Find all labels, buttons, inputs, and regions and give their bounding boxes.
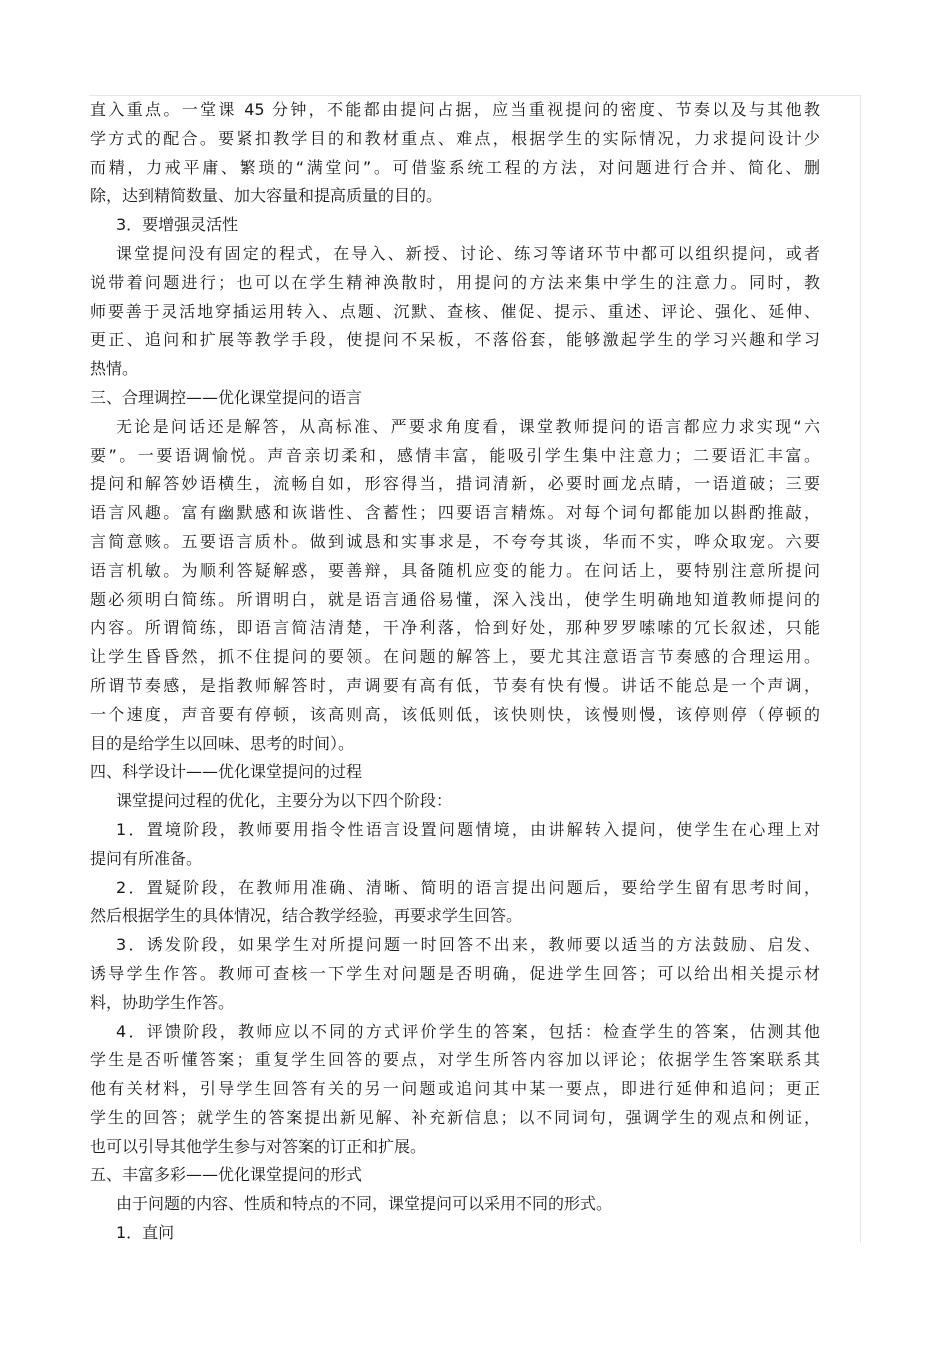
text-line: 师要善于灵活地穿插运用转入、点题、沉默、查核、催促、提示、重述、评论、强化、延伸、 [90, 301, 820, 321]
text-line: 3．要增强灵活性 [116, 215, 239, 235]
text-line: 热情。 [90, 359, 139, 379]
text-line: 说带着问题进行；也可以在学生精神涣散时，用提问的方法来集中学生的注意力。同时，教 [90, 272, 820, 292]
text-line: 学方式的配合。要紧扣教学目的和教材重点、难点，根据学生的实际情况，力求提问设计少 [90, 128, 820, 148]
text-line: 语言风趣。富有幽默感和诙谐性、含蓄性；四要语言精炼。对每个词句都能加以斟酌推敲， [90, 503, 820, 523]
text-line: 1．置境阶段，教师要用指令性语言设置问题情境，由讲解转入提问，使学生在心理上对 [116, 819, 820, 839]
text-line: 五、丰富多彩——优化课堂提问的形式 [90, 1165, 363, 1185]
text-line: 目的是给学生以回味、思考的时间）。 [90, 733, 355, 753]
text-line: 而精，力戒平庸、繁琐的“满堂问”。可借鉴系统工程的方法，对问题进行合并、简化、删 [90, 157, 820, 177]
text-line: 除，达到精简数量、加大容量和提高质量的目的。 [90, 186, 443, 206]
text-line: 提问和解答妙语横生，流畅自如，形容得当，措词清新，必要时画龙点睛，一语道破；三要 [90, 474, 820, 494]
text-line: 三、合理调控——优化课堂提问的语言 [90, 387, 363, 407]
text-line: 课堂提问没有固定的程式，在导入、新授、讨论、练习等诸环节中都可以组织提问，或者 [116, 243, 820, 263]
text-line: 让学生昏昏然，抓不住提问的要领。在问题的解答上，要尤其注意语言节奏感的合理运用。 [90, 647, 820, 667]
text-line: 学生是否听懂答案；重复学生回答的要点，对学生所答内容加以评论；依据学生答案联系其 [90, 1050, 820, 1070]
text-line: 题必须明白简练。所谓明白，就是语言通俗易懂，深入浅出，使学生明确地知道教师提问的 [90, 589, 820, 609]
text-line: 诱导学生作答。教师可查核一下学生对问题是否明确，促进学生回答；可以给出相关提示材 [90, 963, 820, 983]
text-line: 内容。所谓简练，即语言简洁清楚，干净利落，恰到好处，那种罗罗嗦嗦的冗长叙述，只能 [90, 618, 820, 638]
text-line: 然后根据学生的具体情况，结合教学经验，再要求学生回答。 [90, 906, 523, 926]
text-line: 要”。一要语调愉悦。声音亲切柔和，感情丰富，能吸引学生集中注意力；二要语汇丰富。 [90, 445, 820, 465]
text-line: 由于问题的内容、性质和特点的不同，课堂提问可以采用不同的形式。 [116, 1194, 613, 1214]
text-line: 无论是问话还是解答，从高标准、严要求角度看，课堂教师提问的语言都应力求实现“六 [116, 416, 820, 436]
text-line: 课堂提问过程的优化，主要分为以下四个阶段： [116, 791, 453, 811]
text-line: 他有关材料，引导学生回答有关的另一问题或追问其中某一要点，即进行延伸和追问；更正 [90, 1079, 820, 1099]
text-line: 直入重点。一堂课 45 分钟，不能都由提问占据，应当重视提问的密度、节奏以及与其他教 [90, 100, 820, 119]
text-line: 1．直问 [116, 1223, 175, 1243]
text-line: 言简意赅。五要语言质朴。做到诚恳和实事求是，不夸夸其谈，华而不实，哗众取宠。六要 [90, 531, 820, 551]
text-line: 四、科学设计——优化课堂提问的过程 [90, 762, 363, 782]
text-line: 学生的回答；就学生的答案提出新见解、补充新信息；以不同词句，强调学生的观点和例证， [90, 1107, 820, 1127]
document-body [90, 96, 820, 1248]
text-line: 语言机敏。为顺利答疑解惑，要善辩，具备随机应变的能力。在问话上，要特别注意所提问 [90, 560, 820, 580]
text-line: 更正、追问和扩展等教学手段，使提问不呆板，不落俗套，能够激起学生的学习兴趣和学习 [90, 330, 820, 350]
text-line: 3．诱发阶段，如果学生对所提问题一时回答不出来，教师要以适当的方法鼓励、启发、 [116, 935, 820, 955]
text-line: 料，协助学生作答。 [90, 992, 235, 1012]
text-line: 也可以引导其他学生参与对答案的订正和扩展。 [90, 1136, 427, 1156]
text-line: 4．评馈阶段，教师应以不同的方式评价学生的答案，包括：检查学生的答案，估测其他 [116, 1021, 820, 1041]
text-line: 提问有所准备。 [90, 848, 203, 868]
text-line: 所谓节奏感，是指教师解答时，声调要有高有低，节奏有快有慢。讲话不能总是一个声调， [90, 675, 820, 695]
text-line: 2．置疑阶段，在教师用准确、清晰、简明的语言提出问题后，要给学生留有思考时间， [116, 877, 820, 897]
text-line: 一个速度，声音要有停顿，该高则高，该低则低，该快则快，该慢则慢，该停则停（停顿的 [90, 704, 820, 724]
